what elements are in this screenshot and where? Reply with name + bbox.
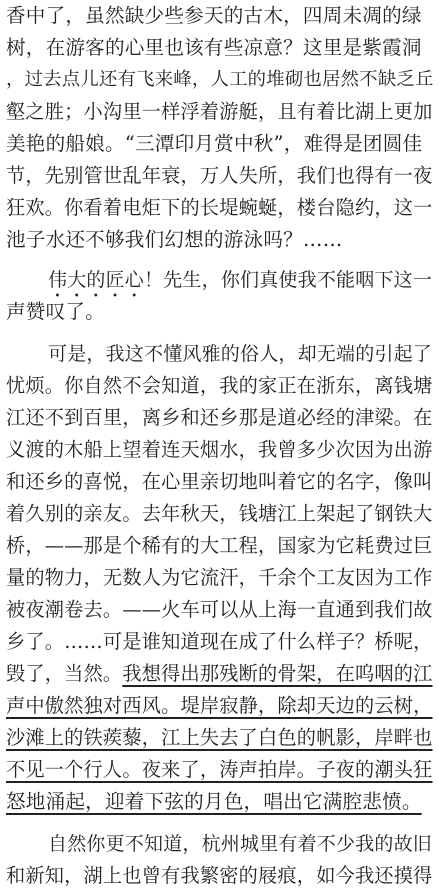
text-run: 自然你更不知道，杭州城里有着不少我的故旧: [48, 833, 433, 855]
text-run: 可是，我这不懂风雅的俗人，却无端的引起了: [48, 343, 433, 365]
text-run: 狂欢。你看着电炬下的长堤蜿蜒，楼台隐约，这一: [6, 196, 433, 219]
text-run: 和还乡的喜悦，在心里亲切地叫着它的名字，像叫: [6, 470, 433, 493]
text-line: [6, 96, 434, 128]
text-line: [6, 530, 434, 562]
text-line: [48, 828, 434, 860]
text-run: 忧烦。你自然不会知道，我的家正在浙东，离钱塘: [6, 374, 433, 397]
underlined-text: 我想得出那残断的骨架，在呜咽的江: [122, 662, 433, 685]
text-run: 乡了。……可是谁知道现在成了什么样子？桥呢，: [6, 630, 433, 653]
text-run: 着久别的亲友。去年秋天，钱塘江上架起了钢铁大: [6, 502, 433, 525]
text-run: ，过去点儿还有飞来峰，人工的堆砌也居然不缺乏丘: [6, 69, 434, 90]
text-line: [6, 0, 434, 32]
text-run: 香中了，虽然缺少些参天的古木，四周未凋的绿: [6, 4, 422, 27]
text-line: [6, 64, 434, 96]
text-run: 义渡的木船上望着连天烟水，我曾多少次因为出游: [6, 438, 433, 461]
text-line: [6, 658, 434, 690]
text-line: [6, 626, 434, 658]
text-run: ！先生，你们真使我不能咽下这一: [144, 269, 433, 291]
text-line: [6, 690, 434, 722]
text-line: [6, 722, 434, 754]
text-line: [48, 264, 434, 296]
text-run: 美艳的船娘。“三潭印月赏中秋”，难得是团圆佳: [6, 132, 423, 155]
text-line: [6, 160, 434, 192]
emphasis-dotted-text: 伟大的匠心: [48, 269, 145, 291]
underlined-text: 声中傲然独对西风。堤岸寂静，除却天边的云树，: [6, 694, 433, 717]
text-line: [6, 434, 434, 466]
text-line: [6, 786, 434, 818]
text-line: [6, 754, 434, 786]
text-line: [6, 466, 434, 498]
text-run: 壑之胜；小沟里一样浮着游艇，且有着比湖上更加: [6, 100, 433, 123]
text-line: [48, 338, 434, 370]
text-run: 量的物力，无数人为它流汗，千余个工友因为工作: [6, 566, 433, 589]
text-run: 和新知，湖上也曾有我繁密的屐痕，如今我还摸得: [6, 864, 433, 887]
text-line: [6, 296, 434, 328]
text-run: 树，在游客的心里也该有些凉意？这里是紫霞洞: [6, 36, 422, 59]
text-run: 节，先别管世乱年衰，万人失所，我们也得有一夜: [6, 164, 433, 187]
text-run: 江还不到百里，离乡和还乡那是道必经的津梁。在: [6, 406, 433, 429]
text-run: 池子水还不够我们幻想的游泳吗？……: [6, 228, 343, 251]
text-line: [6, 594, 434, 626]
text-line: [6, 128, 434, 160]
text-run: 被夜潮卷去。——火车可以从上海一直通到我们故: [6, 598, 433, 621]
underlined-text: 沙滩上的铁蒺藜，江上失去了白色的帆影，岸畔也: [6, 726, 433, 749]
text-line: [6, 370, 434, 402]
text-line: [6, 224, 434, 256]
text-line: [6, 402, 434, 434]
text-run: 毁了，当然。: [6, 662, 123, 685]
text-run: 声赞叹了。: [6, 300, 105, 323]
text-line: [6, 192, 434, 224]
text-line: [6, 498, 434, 530]
underlined-text: 怒地涌起，迎着下弦的月色，唱出它满腔悲愤。: [6, 790, 422, 813]
text-line: [6, 32, 434, 64]
text-line: [6, 562, 434, 594]
text-line: [6, 860, 434, 892]
text-run: 桥，——那是个稀有的大工程，国家为它耗费过巨: [6, 534, 433, 557]
underlined-text: 不见一个行人。夜来了，涛声拍岸。子夜的潮头狂: [6, 758, 433, 781]
